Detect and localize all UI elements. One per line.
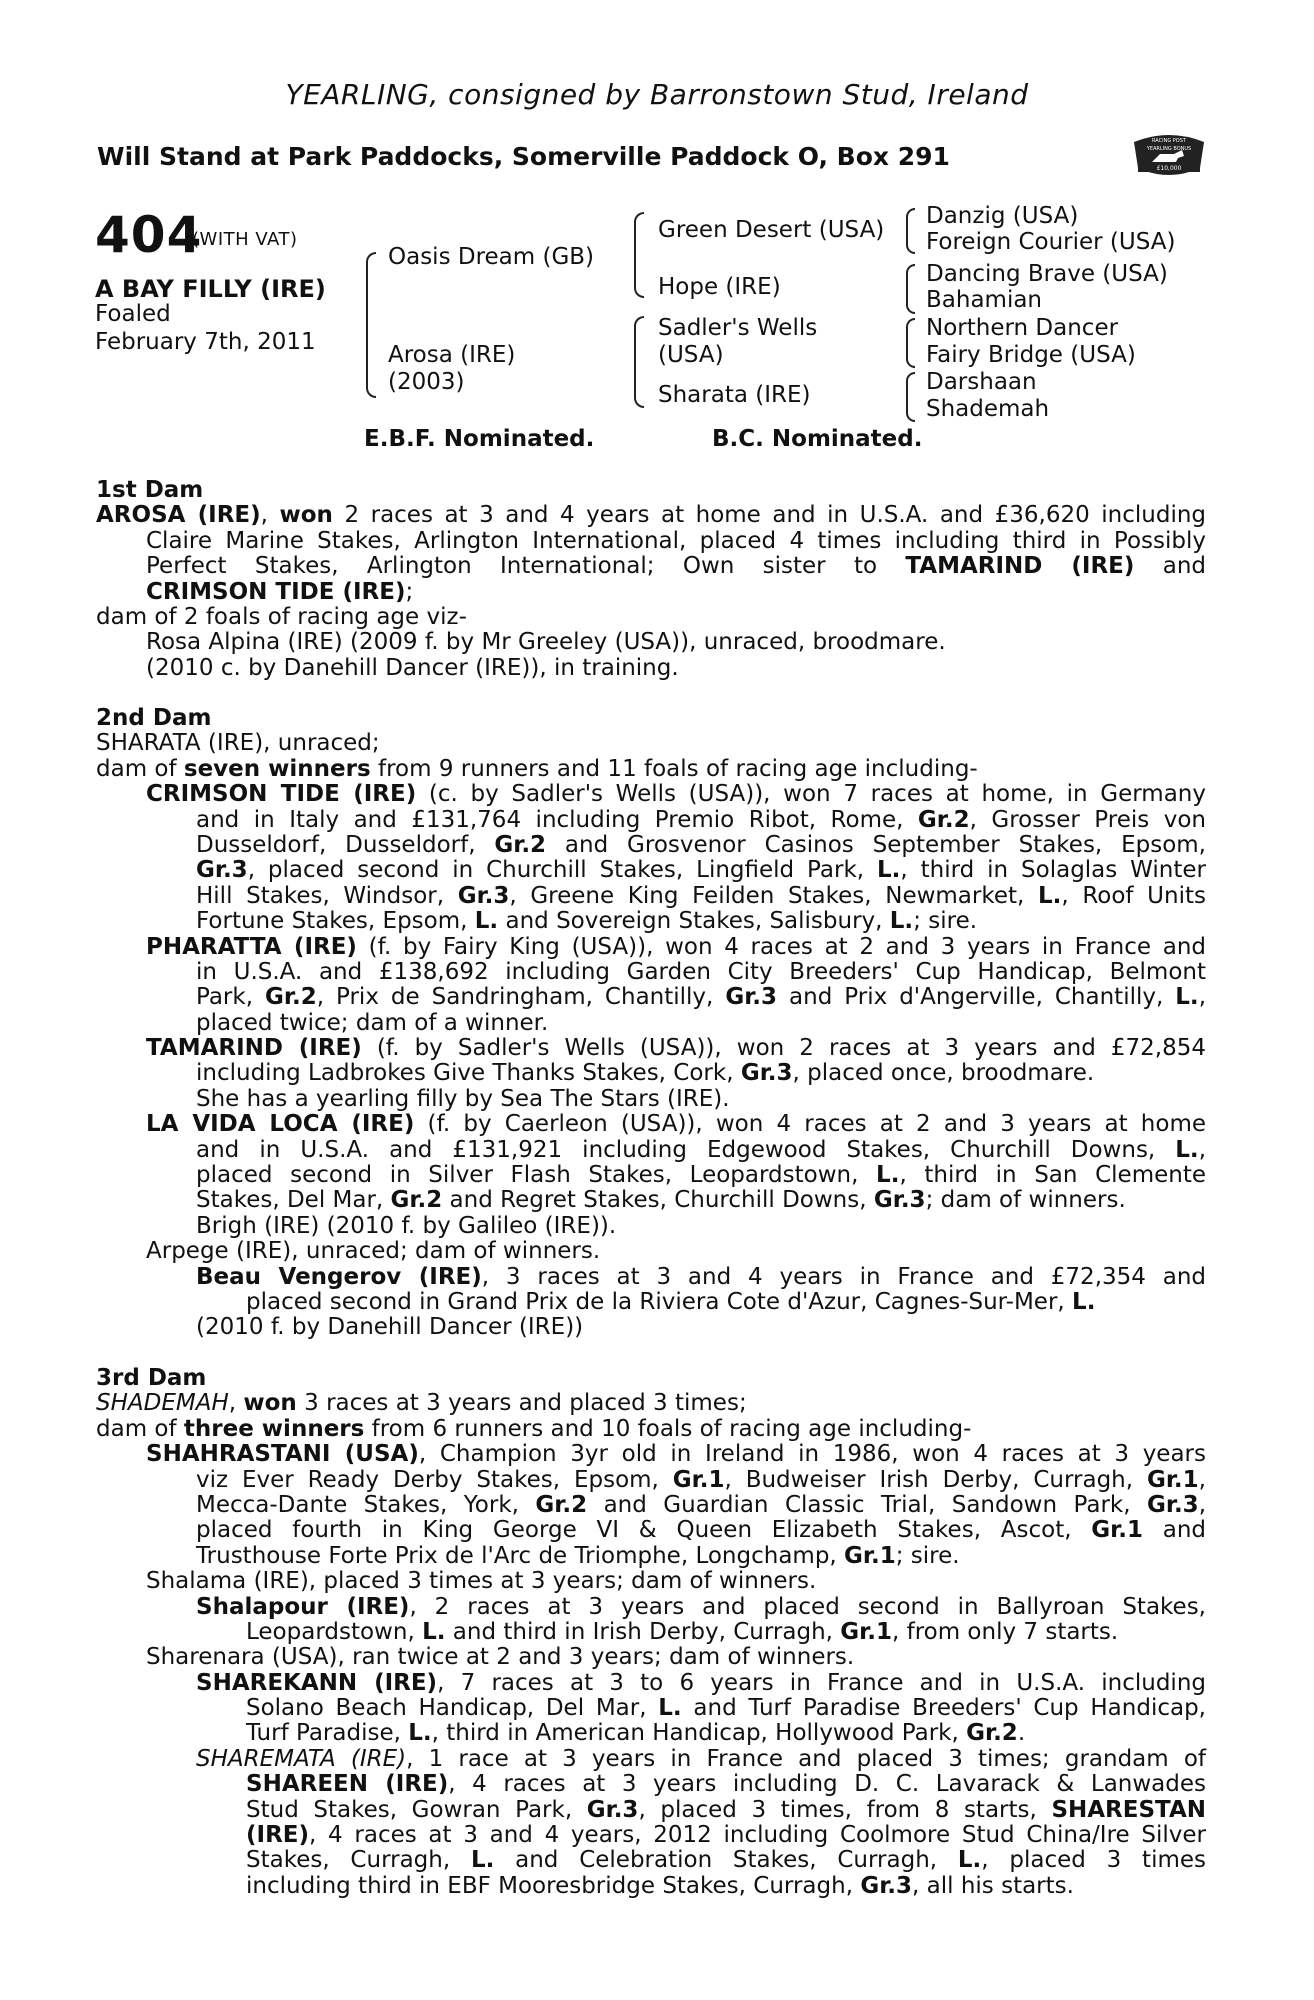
lot-name: A BAY FILLY (IRE) [95,275,326,303]
text-line: (2010 c. by Danehill Dancer (IRE)), in training. [146,654,679,681]
text-line: PHARATTA (IRE) (f. by Fairy King (USA)), won 4 races at 2 and 3 years in France and [146,933,1207,960]
dam-year: (2003) [388,369,465,395]
dam-sire-line1: Sadler's Wells [658,315,818,341]
text-line: Fortune Stakes, Epsom, L. and Sovereign Stakes, Salisbury, L.; sire. [196,908,978,935]
text-line: Brigh (IRE) (2010 f. by Galileo (IRE)). [196,1212,617,1239]
text-line: Turf Paradise, L., third in American Handicap, Hollywood Park, Gr.2. [246,1720,1026,1747]
page-title: YEARLING, consigned by Barronstown Stud, Ireland [285,78,1029,111]
dam-sire-line2: (USA) [658,342,724,368]
text-line: Park, Gr.2, Prix de Sandringham, Chantilly, Gr.3 and Prix d'Angerville, Chantilly, L., [196,984,1206,1011]
third-dam-section [96,1366,1206,1899]
second-dam-section [96,706,1206,1341]
sire-name: Oasis Dream (GB) [388,244,595,270]
text-line: Gr.3, placed second in Churchill Stakes, Lingfield Park, L., third in Solaglas Winter [196,857,1206,884]
dam-dam: Sharata (IRE) [658,382,811,408]
text-line: placed second in Silver Flash Stakes, Leopardstown, L., third in San Clemente [196,1162,1206,1189]
foaled-label: Foaled [95,301,171,327]
text-line: Stakes, Del Mar, Gr.2 and Regret Stakes, Churchill Downs, Gr.3; dam of winners. [196,1187,1126,1214]
pedigree-brace-dam [634,316,644,408]
dsd: Fairy Bridge (USA) [926,342,1136,368]
text-line: including third in EBF Mooresbridge Stakes, Curragh, Gr.3, all his starts. [246,1872,1074,1899]
text-line: Shalama (IRE), placed 3 times at 3 years; dam of winners. [146,1568,817,1595]
pedigree-brace-sd [906,264,915,314]
text-line: Trusthouse Forte Prix de l'Arc de Triomphe, Longchamp, Gr.1; sire. [196,1542,960,1569]
text-line: dam of three winners from 6 runners and 10 foals of racing age including- [96,1415,972,1442]
dam-name: Arosa (IRE) [388,342,516,368]
text-line: SHAREKANN (IRE), 7 races at 3 to 6 years in France and in U.S.A. including [196,1669,1206,1696]
text-line: TAMARIND (IRE) (f. by Sadler's Wells (USA)), won 2 races at 3 years and £72,854 [146,1035,1206,1062]
text-line: Beau Vengerov (IRE), 3 races at 3 and 4 years in France and £72,354 and [196,1263,1206,1290]
text-line: Claire Marine Stakes, Arlington International, placed 4 times including third in Possibly [146,527,1206,554]
text-line: placed second in Grand Prix de la Riviera Cote d'Azur, Cagnes-Sur-Mer, L. [246,1288,1096,1315]
text-line: placed fourth in King George VI & Queen Elizabeth Stakes, Ascot, Gr.1 and [196,1517,1206,1544]
text-line: Perfect Stakes, Arlington International; Own sister to TAMARIND (IRE) and [146,553,1206,580]
pedigree-brace-ds [906,318,915,368]
sdd: Bahamian [926,287,1043,313]
text-line: Stud Stakes, Gowran Park, Gr.3, placed 3 times, from 8 starts, SHARESTAN [246,1796,1206,1823]
text-line: Dusseldorf, Dusseldorf, Gr.2 and Grosvenor Casinos September Stakes, Epsom, [196,831,1206,858]
text-line: placed twice; dam of a winner. [196,1009,549,1036]
sire-dam: Hope (IRE) [658,274,781,300]
text-line: (IRE), 4 races at 3 and 4 years, 2012 including Coolmore Stud China/Ire Silver [246,1822,1206,1849]
text-line: SHAREMATA (IRE), 1 race at 3 years in France and placed 3 times; grandam of [196,1745,1206,1772]
pedigree-brace-sire [634,212,644,298]
sss: Danzig (USA) [926,203,1079,229]
svg-text:£10,000: £10,000 [1156,165,1182,172]
text-line: Hill Stakes, Windsor, Gr.3, Greene King Feilden Stakes, Newmarket, L., Roof Units [196,882,1206,909]
text-line: dam of 2 foals of racing age viz- [96,603,467,630]
yearling-bonus-logo [1130,128,1208,184]
svg-text:YEARLING BONUS: YEARLING BONUS [1146,146,1192,152]
text-line: in U.S.A. and £138,692 including Garden City Breeders' Cup Handicap, Belmont [196,958,1206,985]
ebf-nominated: E.B.F. Nominated. [364,426,595,452]
section-heading: 2nd Dam [96,705,212,731]
text-line: viz Ever Ready Derby Stakes, Epsom, Gr.1, Budweiser Irish Derby, Curragh, Gr.1, [196,1466,1206,1493]
foaled-date: February 7th, 2011 [95,329,316,355]
text-line: Rosa Alpina (IRE) (2009 f. by Mr Greeley (USA)), unraced, broodmare. [146,629,946,656]
pedigree-brace-main [366,252,376,398]
text-line: Sharenara (USA), ran twice at 2 and 3 years; dam of winners. [146,1644,855,1671]
text-line: (2010 f. by Danehill Dancer (IRE)) [196,1314,584,1341]
text-line: Mecca-Dante Stakes, York, Gr.2 and Guardian Classic Trial, Sandown Park, Gr.3, [196,1491,1206,1518]
text-line: Solano Beach Handicap, Del Mar, L. and Turf Paradise Breeders' Cup Handicap, [246,1695,1206,1722]
dds: Darshaan [926,369,1037,395]
section-heading: 3rd Dam [96,1365,207,1391]
text-line: Arpege (IRE), unraced; dam of winners. [146,1238,601,1265]
pedigree-brace-ss [906,208,915,254]
text-line: LA VIDA LOCA (IRE) (f. by Caerleon (USA)), won 4 races at 2 and 3 years at home [146,1111,1206,1138]
bc-nominated: B.C. Nominated. [712,426,923,452]
text-line: and in U.S.A. and £131,921 including Edgewood Stakes, Churchill Downs, L., [196,1136,1206,1163]
text-line: and in Italy and £131,764 including Premio Ribot, Rome, Gr.2, Grosser Preis von [196,806,1206,833]
lot-number: 404 [95,206,203,264]
text-line: SHADEMAH, won 3 races at 3 years and placed 3 times; [96,1390,747,1417]
vat-label: (WITH VAT) [192,229,298,250]
first-dam-section [96,478,1206,681]
ssd: Foreign Courier (USA) [926,229,1176,255]
text-line: CRIMSON TIDE (IRE); [146,578,414,605]
text-line: Shalapour (IRE), 2 races at 3 years and placed second in Ballyroan Stakes, [196,1593,1206,1620]
text-line: AROSA (IRE), won 2 races at 3 and 4 years at home and in U.S.A. and £36,620 including [96,502,1207,529]
text-line: dam of seven winners from 9 runners and 11 foals of racing age including- [96,755,978,782]
section-heading: 1st Dam [96,477,204,503]
text-line: Stakes, Curragh, L. and Celebration Stakes, Curragh, L., placed 3 times [246,1847,1206,1874]
text-line: SHAREEN (IRE), 4 races at 3 years including D. C. Lavarack & Lanwades [246,1771,1207,1798]
sire-sire: Green Desert (USA) [658,217,885,243]
text-line: CRIMSON TIDE (IRE) (c. by Sadler's Wells (USA)), won 7 races at home, in Germany [146,781,1206,808]
text-line: Leopardstown, L. and third in Irish Derby, Curragh, Gr.1, from only 7 starts. [246,1618,1119,1645]
text-line: She has a yearling filly by Sea The Stars (IRE). [196,1085,730,1112]
dss: Northern Dancer [926,315,1119,341]
ddd: Shademah [926,396,1050,422]
pedigree-brace-dd [906,372,915,422]
text-line: SHARATA (IRE), unraced; [96,730,380,757]
sds: Dancing Brave (USA) [926,261,1168,287]
text-line: SHAHRASTANI (USA), Champion 3yr old in Ireland in 1986, won 4 races at 3 years [146,1441,1206,1468]
location-line: Will Stand at Park Paddocks, Somerville Paddock O, Box 291 [97,142,950,171]
svg-text:RACING POST: RACING POST [1152,138,1186,144]
text-line: including Ladbrokes Give Thanks Stakes, Cork, Gr.3, placed once, broodmare. [196,1060,1095,1087]
